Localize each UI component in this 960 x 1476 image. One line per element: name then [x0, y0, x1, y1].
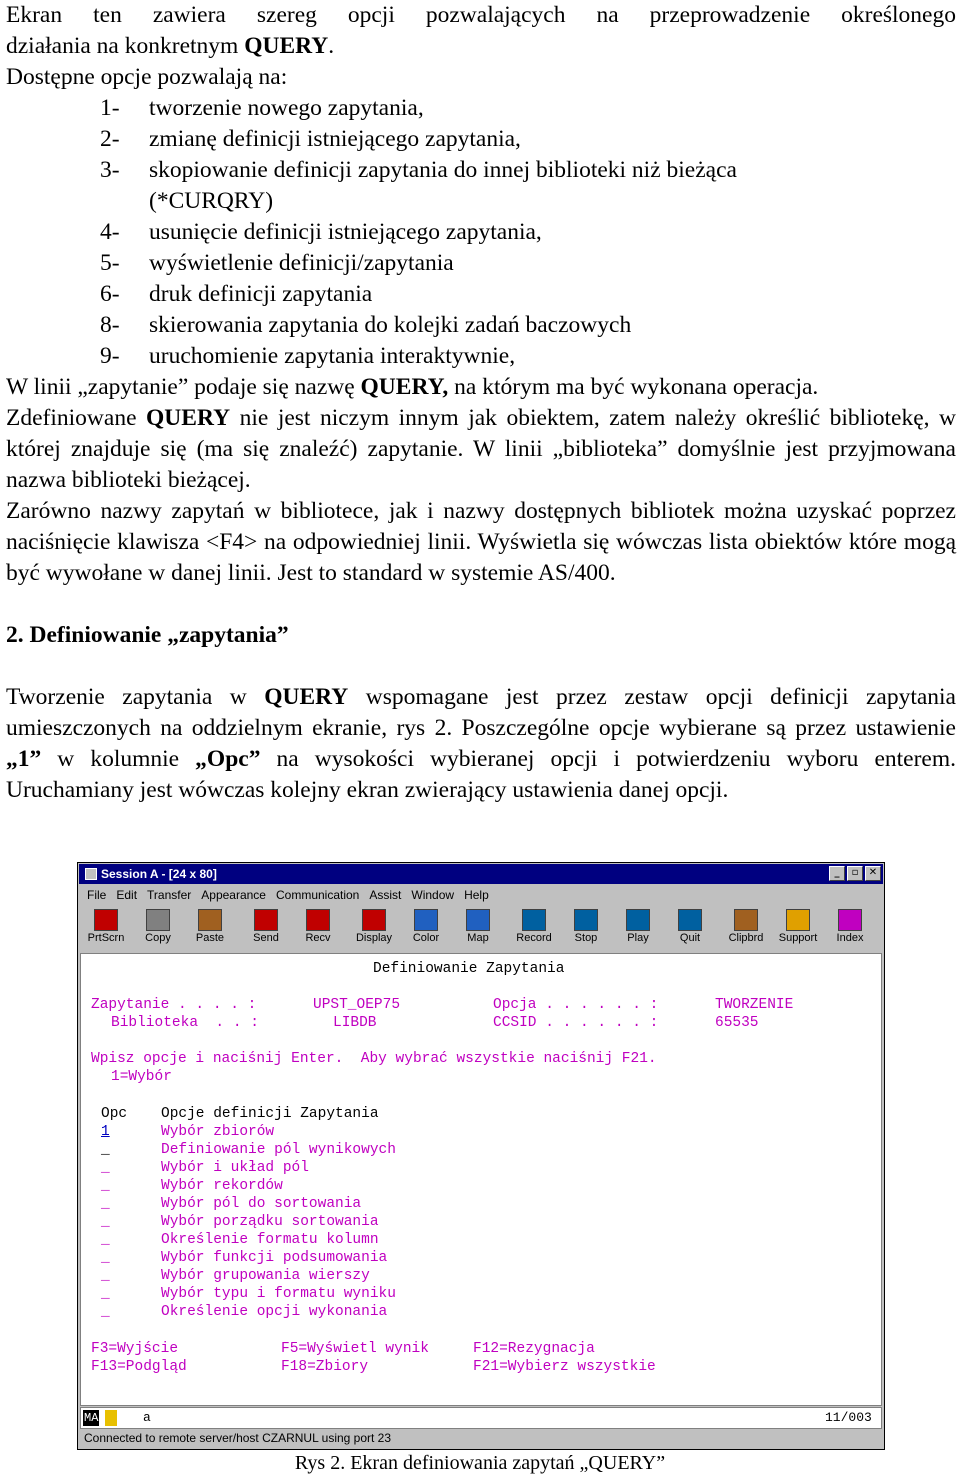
list-item: 9- uruchomienie zapytania interaktywnie,: [100, 343, 516, 369]
toolbar: [80, 907, 882, 951]
send-button[interactable]: Send: [240, 907, 292, 949]
list-item: 4- usunięcie definicji istniejącego zapytania,: [100, 219, 542, 245]
column-opc: Opc: [101, 1106, 128, 1122]
cursor-position: 11/003: [825, 1410, 872, 1425]
document-body: [6, 0, 956, 806]
menu-communication[interactable]: Communication: [275, 888, 360, 902]
list-item: Wybór rekordów: [161, 1178, 283, 1194]
column-title: Opcje definicji Zapytania: [161, 1106, 379, 1122]
instruction-option: 1=Wybór: [111, 1069, 172, 1085]
instruction-line: Wpisz opcje i naciśnij Enter. Aby wybrać wszystkie naciśnij F21.: [91, 1051, 657, 1067]
list-item: Określenie opcji wykonania: [161, 1304, 388, 1320]
fkey-f13[interactable]: F13=Podgląd: [91, 1359, 187, 1375]
list-item: Definiowanie pól wynikowych: [161, 1142, 396, 1158]
support-icon: [786, 909, 810, 931]
support-button[interactable]: Support: [772, 907, 824, 949]
fkey-f5[interactable]: F5=Wyświetl wynik: [281, 1341, 429, 1357]
maximize-button[interactable]: ▫: [847, 866, 863, 881]
map-button[interactable]: Map: [452, 907, 504, 949]
list-item: Wybór zbiorów: [161, 1124, 275, 1140]
list-item-continuation: (*CURQRY): [149, 188, 274, 214]
menu-window[interactable]: Window: [411, 888, 455, 902]
opc-input-3[interactable]: _: [101, 1160, 110, 1176]
stop-button[interactable]: Stop: [560, 907, 612, 949]
fkey-f3[interactable]: F3=Wyjście: [91, 1341, 179, 1357]
options-list: [6, 93, 956, 372]
paragraph-4: Tworzenie zapytania w QUERY wspomagane jest przez zestaw opcji definicji zapytania umieszczonych na oddzielnym ekranie, rys 2. Poszczególne opcje wybierane są przez ustawienie „1” w kolumnie „Opc” na wysokości wybieranej opcji i potwierdzeniu wyboru enterem. Uruchamiany jest wówczas kolejny ekran zwierający ustawienia danej opcji.: [6, 684, 956, 803]
window-titlebar[interactable]: [79, 864, 883, 884]
close-button[interactable]: ✕: [865, 866, 881, 881]
emulator-window: [77, 862, 885, 1450]
operator-info-area: [80, 1407, 882, 1429]
opc-input-8[interactable]: _: [101, 1250, 110, 1266]
paragraph-2: Zdefiniowane QUERY nie jest niczym innym jak obiektem, zatem należy określić bibliotekę, w której znajduje się (ma się znaleźć) zapytanie. W linii „biblioteka” domyślnie jest przyjmowana nazwa biblioteki bieżącej.: [6, 405, 956, 493]
index-button[interactable]: Index: [824, 907, 876, 949]
option-value: TWORZENIE: [715, 997, 794, 1013]
menu-file[interactable]: File: [87, 888, 107, 902]
map-icon: [466, 909, 490, 931]
opc-input-4[interactable]: _: [101, 1178, 110, 1194]
prtscrn-button[interactable]: PrtScrn: [80, 907, 132, 949]
list-item: Wybór i układ pól: [161, 1160, 309, 1176]
clipboard-icon: [734, 909, 758, 931]
section-title: 2. Definiowanie „zapytania”: [6, 622, 289, 648]
opc-input-11[interactable]: _: [101, 1304, 110, 1320]
ma-indicator: MA: [84, 1411, 99, 1425]
list-item: Wybór porządku sortowania: [161, 1214, 379, 1230]
menu-transfer[interactable]: Transfer: [147, 888, 192, 902]
figure-caption: Rys 2. Ekran definiowania zapytań „QUERY”: [294, 1452, 666, 1474]
color-icon: [414, 909, 438, 931]
list-item: 3- skopiowanie definicji zapytania do innej biblioteki niż bieżąca: [100, 157, 737, 183]
ccsid-label: CCSID . . . . . . :: [493, 1015, 659, 1031]
app-icon: [85, 868, 97, 880]
ccsid-value: 65535: [715, 1015, 759, 1031]
recv-button[interactable]: Recv: [292, 907, 344, 949]
quit-icon: [678, 909, 702, 931]
minimize-button[interactable]: _: [829, 866, 845, 881]
list-item: Wybór funkcji podsumowania: [161, 1250, 388, 1266]
session-indicator: a: [143, 1410, 151, 1425]
quit-button[interactable]: Quit: [664, 907, 716, 949]
option-label: Opcja . . . . . . :: [493, 997, 659, 1013]
intro-line-3: Dostępne opcje pozwalają na:: [6, 64, 288, 90]
list-item: Określenie formatu kolumn: [161, 1232, 379, 1248]
input-inhibited-indicator: [105, 1410, 117, 1426]
list-item: 1- tworzenie nowego zapytania,: [100, 95, 424, 121]
fkey-f12[interactable]: F12=Rezygnacja: [473, 1341, 595, 1357]
list-item: Wybór typu i formatu wyniku: [161, 1286, 396, 1302]
opc-input-2[interactable]: _: [101, 1142, 110, 1158]
stop-icon: [574, 909, 598, 931]
clipbrd-button[interactable]: Clipbrd: [720, 907, 772, 949]
intro-line-2: działania na konkretnym QUERY.: [6, 33, 335, 59]
menu-assist[interactable]: Assist: [369, 888, 402, 902]
library-value: LIBDB: [333, 1015, 377, 1031]
color-button[interactable]: Color: [400, 907, 452, 949]
fkey-f21[interactable]: F21=Wybierz wszystkie: [473, 1359, 656, 1375]
paragraph-3: Zarówno nazwy zapytań w bibliotece, jak i nazwy dostępnych bibliotek można uzyskać poprzez naciśnięcie klawisza <F4> na odpowiedniej linii. Wyświetla się wówczas lista obiektów które mogą być wywołane w danej linii. Jest to standard w systemie AS/400.: [6, 498, 956, 586]
opc-input-10[interactable]: _: [101, 1286, 110, 1302]
copy-icon: [146, 909, 170, 931]
send-icon: [254, 909, 278, 931]
list-item: 6- druk definicji zapytania: [100, 281, 373, 307]
list-item: Wybór pól do sortowania: [161, 1196, 362, 1212]
opc-input-6[interactable]: _: [101, 1214, 110, 1230]
list-item: 5- wyświetlenie definicji/zapytania: [100, 250, 454, 276]
menu-bar: [82, 885, 494, 905]
fkey-f18[interactable]: F18=Zbiory: [281, 1359, 369, 1375]
menu-appearance[interactable]: Appearance: [201, 888, 266, 902]
window-title: Session A - [24 x 80]: [101, 867, 217, 881]
query-label: Zapytanie . . . . :: [91, 997, 257, 1013]
paste-icon: [198, 909, 222, 931]
receive-icon: [306, 909, 330, 931]
menu-help[interactable]: Help: [464, 888, 489, 902]
index-icon: [838, 909, 862, 931]
play-icon: [626, 909, 650, 931]
list-item: Wybór grupowania wierszy: [161, 1268, 370, 1284]
intro-line-1: Ekran ten zawiera szereg opcji pozwalających na przeprowadzenie określonego: [6, 2, 956, 28]
library-label: Biblioteka . . :: [111, 1015, 259, 1031]
opc-input-1[interactable]: 1: [101, 1124, 110, 1140]
opc-input-7[interactable]: _: [101, 1232, 110, 1248]
list-item: 2- zmianę definicji istniejącego zapytania,: [100, 126, 521, 152]
display-button[interactable]: Display: [348, 907, 400, 949]
list-item: 8- skierowania zapytania do kolejki zadań baczowych: [100, 312, 632, 338]
query-value: UPST_OEP75: [313, 997, 401, 1013]
copy-button[interactable]: Copy: [132, 907, 184, 949]
terminal-screen[interactable]: [80, 953, 882, 1406]
paste-button[interactable]: Paste: [184, 907, 236, 949]
status-bar: Connected to remote server/host CZARNUL using port 23: [84, 1431, 392, 1445]
screen-heading: Definiowanie Zapytania: [373, 961, 565, 977]
opc-input-9[interactable]: _: [101, 1268, 110, 1284]
play-button[interactable]: Play: [612, 907, 664, 949]
menu-edit[interactable]: Edit: [116, 888, 138, 902]
opc-input-5[interactable]: _: [101, 1196, 110, 1212]
display-icon: [362, 909, 386, 931]
record-button[interactable]: Record: [508, 907, 560, 949]
paragraph-1: W linii „zapytanie” podaje się nazwę QUERY, na którym ma być wykonana operacja.: [6, 374, 819, 400]
printer-icon: [94, 909, 118, 931]
record-icon: [522, 909, 546, 931]
